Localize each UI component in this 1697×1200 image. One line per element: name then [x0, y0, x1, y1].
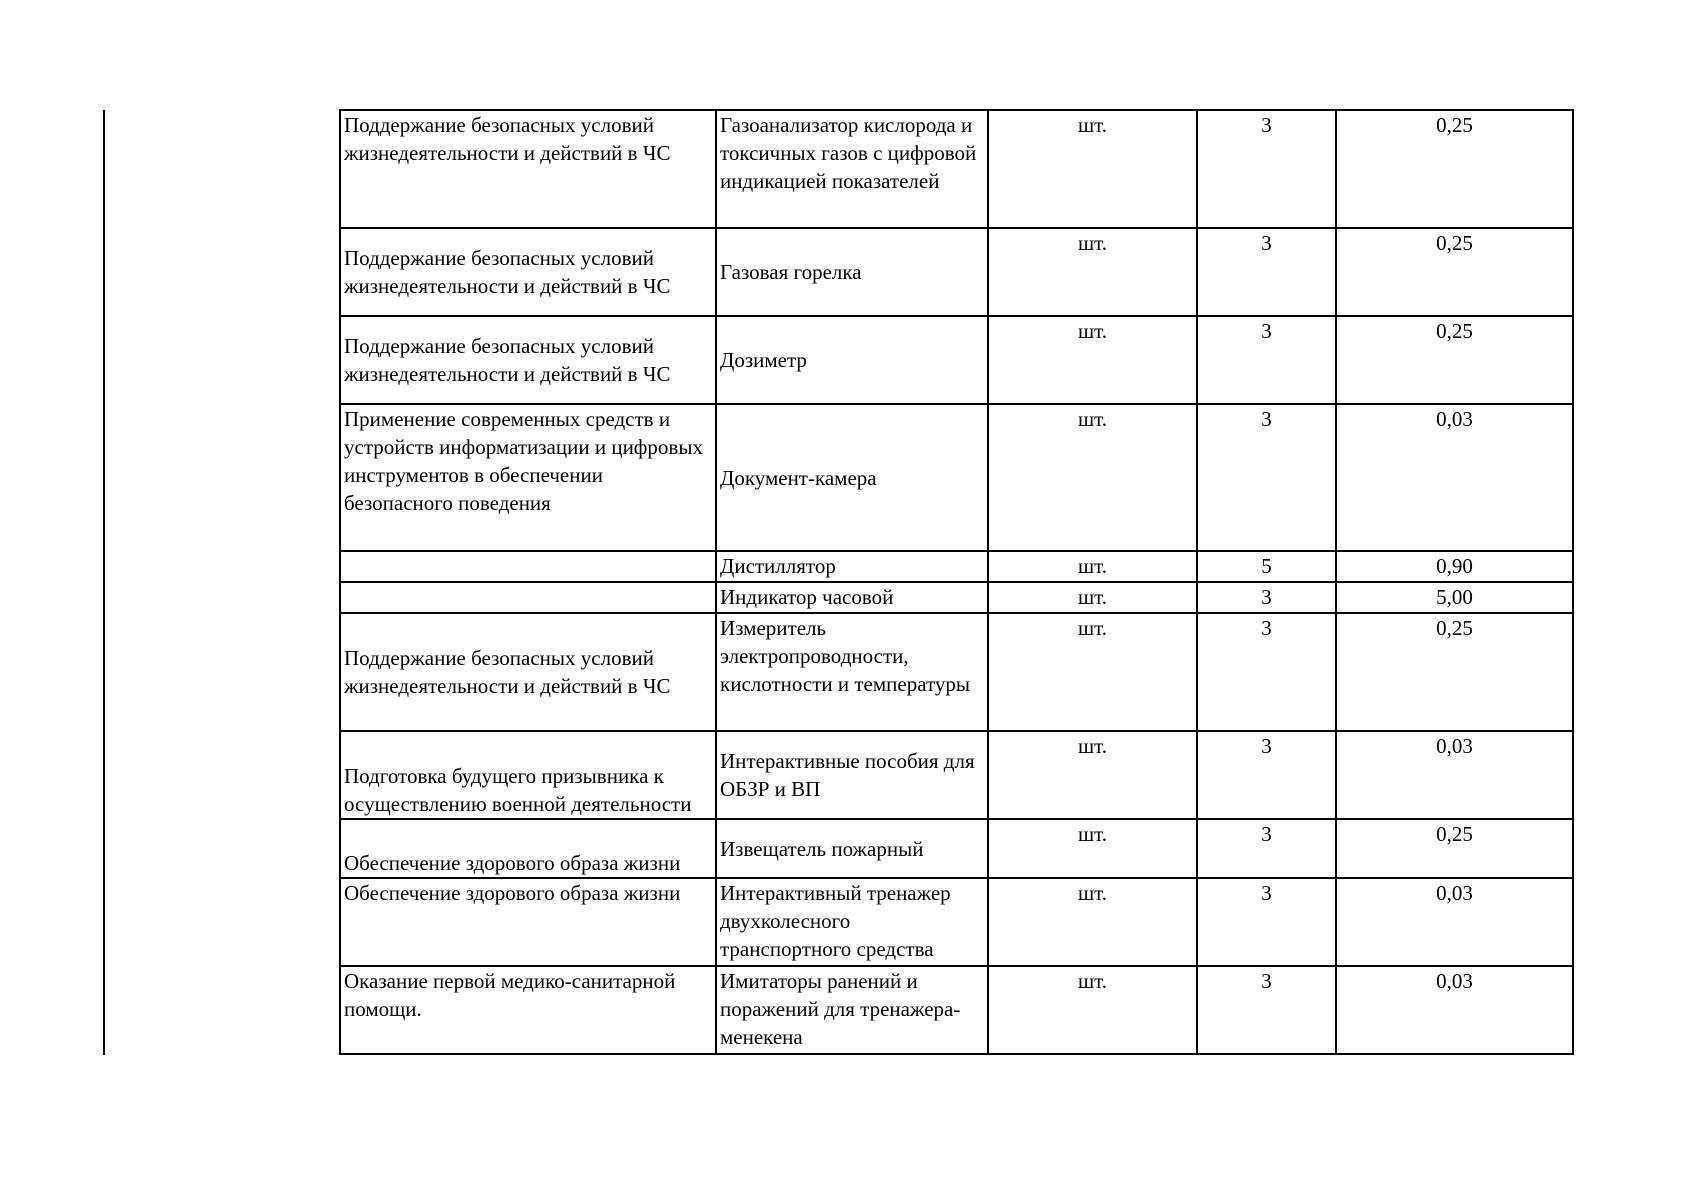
- quantity-cell: 3: [1197, 110, 1336, 228]
- table-row: [340, 613, 1573, 731]
- quantity-cell: 3: [1197, 878, 1336, 966]
- topic-cell: Поддержание безопасных условий жизнедеятельности и действий в ЧС: [340, 316, 716, 404]
- equipment-name-cell: Индикатор часовой: [716, 582, 988, 613]
- quantity-cell: 3: [1197, 819, 1336, 878]
- unit-cell: шт.: [988, 228, 1197, 316]
- topic-cell: Поддержание безопасных условий жизнедеятельности и действий в ЧС: [340, 110, 716, 228]
- coefficient-cell: 0,25: [1336, 316, 1573, 404]
- topic-cell: Поддержание безопасных условий жизнедеятельности и действий в ЧС: [340, 613, 716, 731]
- equipment-name-cell: Дозиметр: [716, 316, 988, 404]
- unit-cell: шт.: [988, 819, 1197, 878]
- coefficient-cell: 0,03: [1336, 731, 1573, 819]
- left-margin-line: [103, 110, 105, 1055]
- quantity-cell: 5: [1197, 551, 1336, 582]
- table-row: [340, 819, 1573, 878]
- quantity-cell: 3: [1197, 966, 1336, 1054]
- topic-cell: Обеспечение здорового образа жизни: [340, 819, 716, 878]
- topic-cell: Оказание первой медико-санитарной помощи.: [340, 966, 716, 1054]
- topic-cell: Обеспечение здорового образа жизни: [340, 878, 716, 966]
- quantity-cell: 3: [1197, 316, 1336, 404]
- topic-cell: [340, 551, 716, 582]
- unit-cell: шт.: [988, 316, 1197, 404]
- coefficient-cell: 0,03: [1336, 878, 1573, 966]
- equipment-table-body: [340, 110, 1573, 1054]
- table-row: [340, 966, 1573, 1054]
- table-row: [340, 878, 1573, 966]
- quantity-cell: 3: [1197, 228, 1336, 316]
- equipment-name-cell: Газоанализатор кислорода и токсичных газов с цифровой индикацией показателей: [716, 110, 988, 228]
- equipment-table: [339, 109, 1574, 1055]
- unit-cell: шт.: [988, 404, 1197, 551]
- quantity-cell: 3: [1197, 404, 1336, 551]
- equipment-name-cell: Имитаторы ранений и поражений для тренажера-менекена: [716, 966, 988, 1054]
- equipment-name-cell: Извещатель пожарный: [716, 819, 988, 878]
- unit-cell: шт.: [988, 582, 1197, 613]
- unit-cell: шт.: [988, 731, 1197, 819]
- coefficient-cell: 0,25: [1336, 228, 1573, 316]
- equipment-name-cell: Интерактивные пособия для ОБЗР и ВП: [716, 731, 988, 819]
- table-row: [340, 731, 1573, 819]
- topic-cell: [340, 582, 716, 613]
- unit-cell: шт.: [988, 613, 1197, 731]
- quantity-cell: 3: [1197, 613, 1336, 731]
- coefficient-cell: 0,03: [1336, 966, 1573, 1054]
- coefficient-cell: 0,90: [1336, 551, 1573, 582]
- topic-cell: Подготовка будущего призывника к осуществлению военной деятельности: [340, 731, 716, 819]
- table-row: [340, 404, 1573, 551]
- topic-cell: Поддержание безопасных условий жизнедеятельности и действий в ЧС: [340, 228, 716, 316]
- coefficient-cell: 0,03: [1336, 404, 1573, 551]
- equipment-name-cell: Интерактивный тренажер двухколесного транспортного средства: [716, 878, 988, 966]
- coefficient-cell: 0,25: [1336, 613, 1573, 731]
- equipment-name-cell: Газовая горелка: [716, 228, 988, 316]
- coefficient-cell: 5,00: [1336, 582, 1573, 613]
- topic-cell: Применение современных средств и устройств информатизации и цифровых инструментов в обеспечении безопасного поведения: [340, 404, 716, 551]
- unit-cell: шт.: [988, 551, 1197, 582]
- table-row: [340, 551, 1573, 582]
- quantity-cell: 3: [1197, 731, 1336, 819]
- coefficient-cell: 0,25: [1336, 819, 1573, 878]
- coefficient-cell: 0,25: [1336, 110, 1573, 228]
- unit-cell: шт.: [988, 878, 1197, 966]
- equipment-name-cell: Измеритель электропроводности, кислотности и температуры: [716, 613, 988, 731]
- equipment-name-cell: Документ-камера: [716, 404, 988, 551]
- equipment-name-cell: Дистиллятор: [716, 551, 988, 582]
- unit-cell: шт.: [988, 110, 1197, 228]
- table-row: [340, 110, 1573, 228]
- table-row: [340, 228, 1573, 316]
- unit-cell: шт.: [988, 966, 1197, 1054]
- table-row: [340, 316, 1573, 404]
- table-row: [340, 582, 1573, 613]
- quantity-cell: 3: [1197, 582, 1336, 613]
